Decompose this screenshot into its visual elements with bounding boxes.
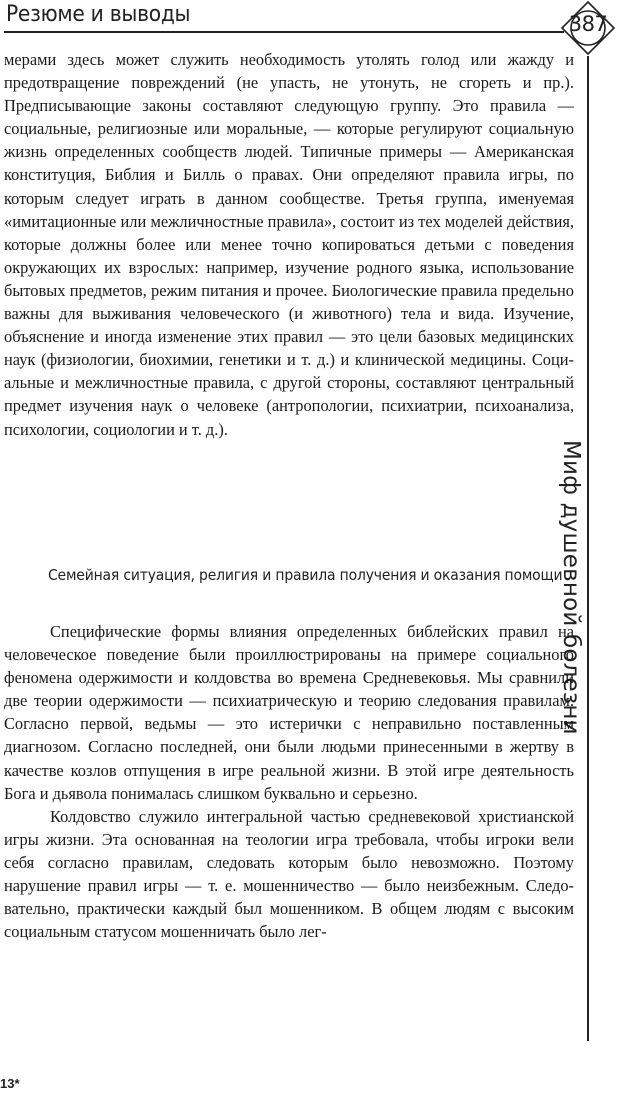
header-rule xyxy=(4,31,564,33)
signature-mark: 13* xyxy=(0,1076,20,1091)
page-number: 387 xyxy=(568,12,608,36)
section-heading: Семейная ситуация, религия и правила получения и оказания помощи xyxy=(48,566,563,584)
chapter-title: Резюме и выводы xyxy=(6,2,191,27)
body-text-top xyxy=(4,48,574,441)
side-rule xyxy=(587,56,589,1041)
body-text-bottom xyxy=(4,620,574,943)
book-title-text: Миф душевной болезни xyxy=(558,440,584,735)
paragraph-2: Специфические формы влияния определенных библейских правил на человеческое поведение были проиллюстрированы на примере социального феномена одержимости и колдовства во времена Средневековья. Мы сравнили две теории одержимости — психиатрическую и теорию следования правилам. Согласно первой, ведьмы — это истерички с неправильно поставленным диагнозом. Согласно последней, они были людьми принесенными в жертву в качестве козлов отпущения в игре реальной жизни. В этой игре деятельность Бога и дьявола понималась слишком буквально и серьезно. xyxy=(4,622,574,803)
paragraph-3: Колдовство служило интегральной частью средневековой христианской игры жизни. Эта основанная на теологии игра требовала, чтобы игроки вели себя согласно правилам, следовать которым было невозможно. Поэтому нарушение правил игры — т. е. мошенничество — было неизбежным. Следовательно, практически каждый был мошенником. В общем людям с высоким социальным статусом мошенничать было лег- xyxy=(4,806,574,942)
paragraph-1: мерами здесь может служить необходимость утолять голод или жажду и предотвращение повреждений (не упасть, не утонуть, не сгореть и пр.). Предписывающие законы составляют следующую группу. Это правила — социальные, религиозные или моральные, — которые регулируют социальную жизнь определенных сообществ людей. Типичные примеры — Американская конституция, Библия и Билль о правах. Они определяют правила игры, по которым следует играть в данном сообществе. Третья группа, именуемая «имитационные или межличностные правила», состоит из тех моделей действия, которые должны более или менее точно копироваться детьми с поведения окружающих их взрослых: например, изучение родного языка, использование бытовых предметов, режим питания и прочее. Биологические правила предельно важны для выживания человеческого (и животного) тела и вида. Изучение, объяснение и иногда изменение этих правил — это цели базовых медицинских наук (физиологии, биохимии, генетики и т. д.) и клинической медицины. Социальные и межличностные правила, с другой стороны, составляют центральный предмет изучения наук о человеке (антропологии, психиатрии, психоанализа, психологии, социологии и т. д.). xyxy=(4,50,574,439)
